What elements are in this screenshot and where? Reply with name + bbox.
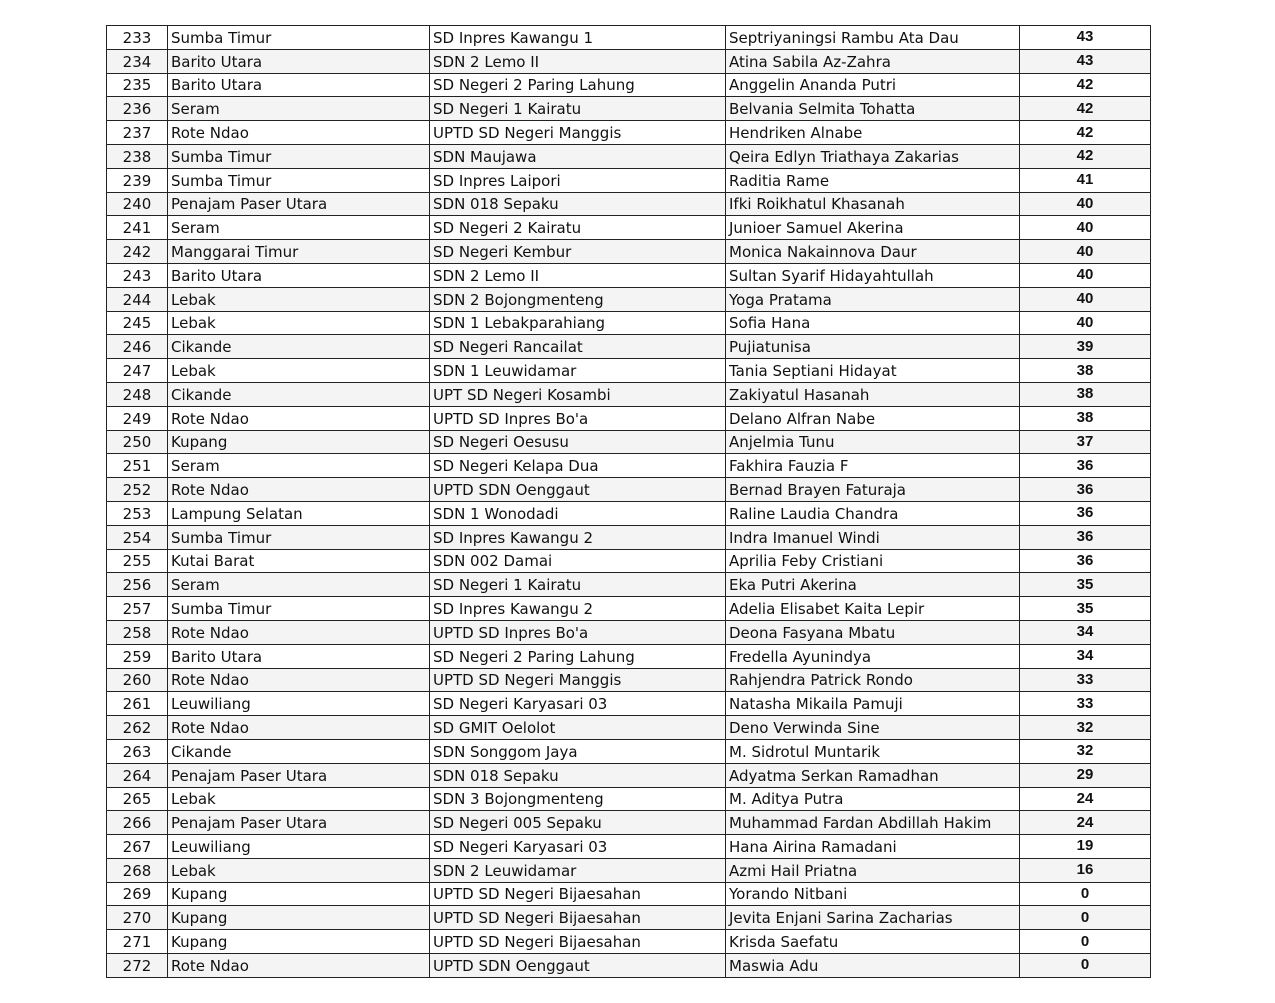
rank-number-cell: 237 — [107, 121, 168, 145]
score-cell: 42 — [1020, 97, 1151, 121]
school-cell: SDN 1 Wonodadi — [430, 501, 726, 525]
rank-number-cell: 270 — [107, 906, 168, 930]
rank-number-cell: 246 — [107, 335, 168, 359]
student-name-cell: Eka Putri Akerina — [726, 573, 1020, 597]
score-cell: 37 — [1020, 430, 1151, 454]
region-cell: Penajam Paser Utara — [168, 192, 430, 216]
student-name-cell: Azmi Hail Priatna — [726, 858, 1020, 882]
school-cell: SDN 1 Lebakparahiang — [430, 311, 726, 335]
student-name-cell: Anjelmia Tunu — [726, 430, 1020, 454]
student-name-cell: Deno Verwinda Sine — [726, 716, 1020, 740]
region-cell: Lebak — [168, 287, 430, 311]
rank-number-cell: 263 — [107, 739, 168, 763]
school-cell: UPTD SD Inpres Bo'a — [430, 406, 726, 430]
score-cell: 35 — [1020, 597, 1151, 621]
table-row — [107, 668, 1151, 692]
ranking-table — [106, 25, 1151, 978]
school-cell: SDN 3 Bojongmenteng — [430, 787, 726, 811]
rank-number-cell: 251 — [107, 454, 168, 478]
score-cell: 38 — [1020, 406, 1151, 430]
student-name-cell: Zakiyatul Hasanah — [726, 382, 1020, 406]
rank-number-cell: 262 — [107, 716, 168, 740]
school-cell: UPTD SD Negeri Bijaesahan — [430, 882, 726, 906]
school-cell: SD Inpres Kawangu 2 — [430, 525, 726, 549]
table-row — [107, 644, 1151, 668]
rank-number-cell: 257 — [107, 597, 168, 621]
school-cell: SDN 2 Leuwidamar — [430, 858, 726, 882]
score-cell: 36 — [1020, 501, 1151, 525]
table-row — [107, 240, 1151, 264]
score-cell: 24 — [1020, 811, 1151, 835]
school-cell: UPTD SDN Oenggaut — [430, 478, 726, 502]
region-cell: Sumba Timur — [168, 168, 430, 192]
rank-number-cell: 241 — [107, 216, 168, 240]
school-cell: SDN 018 Sepaku — [430, 763, 726, 787]
region-cell: Lampung Selatan — [168, 501, 430, 525]
score-cell: 34 — [1020, 620, 1151, 644]
table-row — [107, 287, 1151, 311]
region-cell: Lebak — [168, 311, 430, 335]
school-cell: SD Negeri 005 Sepaku — [430, 811, 726, 835]
region-cell: Sumba Timur — [168, 597, 430, 621]
region-cell: Leuwiliang — [168, 835, 430, 859]
rank-number-cell: 243 — [107, 263, 168, 287]
student-name-cell: M. Sidrotul Muntarik — [726, 739, 1020, 763]
school-cell: UPTD SD Negeri Manggis — [430, 668, 726, 692]
score-cell: 40 — [1020, 240, 1151, 264]
region-cell: Rote Ndao — [168, 668, 430, 692]
student-name-cell: Bernad Brayen Faturaja — [726, 478, 1020, 502]
student-name-cell: Natasha Mikaila Pamuji — [726, 692, 1020, 716]
score-cell: 33 — [1020, 692, 1151, 716]
student-name-cell: Delano Alfran Nabe — [726, 406, 1020, 430]
rank-number-cell: 239 — [107, 168, 168, 192]
score-cell: 43 — [1020, 49, 1151, 73]
table-row — [107, 739, 1151, 763]
region-cell: Rote Ndao — [168, 620, 430, 644]
rank-number-cell: 238 — [107, 144, 168, 168]
school-cell: SDN 1 Leuwidamar — [430, 359, 726, 383]
table-row — [107, 382, 1151, 406]
rank-number-cell: 249 — [107, 406, 168, 430]
table-row — [107, 882, 1151, 906]
score-cell: 32 — [1020, 739, 1151, 763]
student-name-cell: Krisda Saefatu — [726, 930, 1020, 954]
ranking-table-body — [107, 26, 1151, 978]
region-cell: Penajam Paser Utara — [168, 763, 430, 787]
score-cell: 36 — [1020, 478, 1151, 502]
school-cell: SDN 2 Bojongmenteng — [430, 287, 726, 311]
score-cell: 32 — [1020, 716, 1151, 740]
region-cell: Manggarai Timur — [168, 240, 430, 264]
table-row — [107, 144, 1151, 168]
table-row — [107, 787, 1151, 811]
school-cell: SDN Songgom Jaya — [430, 739, 726, 763]
region-cell: Rote Ndao — [168, 954, 430, 978]
school-cell: SD Inpres Kawangu 2 — [430, 597, 726, 621]
region-cell: Kupang — [168, 930, 430, 954]
table-row — [107, 311, 1151, 335]
score-cell: 40 — [1020, 216, 1151, 240]
student-name-cell: Adelia Elisabet Kaita Lepir — [726, 597, 1020, 621]
student-name-cell: Sultan Syarif Hidayahtullah — [726, 263, 1020, 287]
school-cell: SDN 2 Lemo II — [430, 263, 726, 287]
rank-number-cell: 250 — [107, 430, 168, 454]
student-name-cell: Yoga Pratama — [726, 287, 1020, 311]
score-cell: 40 — [1020, 192, 1151, 216]
region-cell: Lebak — [168, 787, 430, 811]
region-cell: Penajam Paser Utara — [168, 811, 430, 835]
region-cell: Barito Utara — [168, 49, 430, 73]
student-name-cell: Raditia Rame — [726, 168, 1020, 192]
student-name-cell: Indra Imanuel Windi — [726, 525, 1020, 549]
school-cell: UPTD SDN Oenggaut — [430, 954, 726, 978]
rank-number-cell: 233 — [107, 26, 168, 50]
school-cell: UPTD SD Negeri Bijaesahan — [430, 906, 726, 930]
school-cell: SD Negeri 1 Kairatu — [430, 573, 726, 597]
score-cell: 0 — [1020, 930, 1151, 954]
student-name-cell: Rahjendra Patrick Rondo — [726, 668, 1020, 692]
rank-number-cell: 268 — [107, 858, 168, 882]
table-row — [107, 263, 1151, 287]
student-name-cell: Tania Septiani Hidayat — [726, 359, 1020, 383]
region-cell: Lebak — [168, 359, 430, 383]
school-cell: SD Negeri Rancailat — [430, 335, 726, 359]
school-cell: UPT SD Negeri Kosambi — [430, 382, 726, 406]
rank-number-cell: 235 — [107, 73, 168, 97]
school-cell: SD Negeri Oesusu — [430, 430, 726, 454]
table-row — [107, 692, 1151, 716]
rank-number-cell: 272 — [107, 954, 168, 978]
school-cell: UPTD SD Inpres Bo'a — [430, 620, 726, 644]
school-cell: SD Negeri 1 Kairatu — [430, 97, 726, 121]
rank-number-cell: 245 — [107, 311, 168, 335]
school-cell: SD Negeri Kelapa Dua — [430, 454, 726, 478]
rank-number-cell: 248 — [107, 382, 168, 406]
table-row — [107, 620, 1151, 644]
school-cell: UPTD SD Negeri Manggis — [430, 121, 726, 145]
region-cell: Kupang — [168, 906, 430, 930]
region-cell: Kutai Barat — [168, 549, 430, 573]
table-row — [107, 954, 1151, 978]
table-row — [107, 597, 1151, 621]
region-cell: Leuwiliang — [168, 692, 430, 716]
table-row — [107, 168, 1151, 192]
school-cell: SD Negeri Karyasari 03 — [430, 835, 726, 859]
student-name-cell: Anggelin Ananda Putri — [726, 73, 1020, 97]
score-cell: 39 — [1020, 335, 1151, 359]
rank-number-cell: 266 — [107, 811, 168, 835]
school-cell: UPTD SD Negeri Bijaesahan — [430, 930, 726, 954]
student-name-cell: M. Aditya Putra — [726, 787, 1020, 811]
region-cell: Barito Utara — [168, 263, 430, 287]
student-name-cell: Pujiatunisa — [726, 335, 1020, 359]
rank-number-cell: 236 — [107, 97, 168, 121]
student-name-cell: Fakhira Fauzia F — [726, 454, 1020, 478]
table-row — [107, 478, 1151, 502]
region-cell: Rote Ndao — [168, 478, 430, 502]
table-row — [107, 121, 1151, 145]
table-row — [107, 811, 1151, 835]
score-cell: 0 — [1020, 954, 1151, 978]
table-row — [107, 763, 1151, 787]
region-cell: Seram — [168, 216, 430, 240]
score-cell: 38 — [1020, 359, 1151, 383]
table-row — [107, 26, 1151, 50]
table-row — [107, 549, 1151, 573]
rank-number-cell: 271 — [107, 930, 168, 954]
school-cell: SD Negeri 2 Kairatu — [430, 216, 726, 240]
student-name-cell: Septriyaningsi Rambu Ata Dau — [726, 26, 1020, 50]
score-cell: 0 — [1020, 882, 1151, 906]
score-cell: 38 — [1020, 382, 1151, 406]
region-cell: Sumba Timur — [168, 525, 430, 549]
student-name-cell: Hendriken Alnabe — [726, 121, 1020, 145]
student-name-cell: Monica Nakainnova Daur — [726, 240, 1020, 264]
student-name-cell: Deona Fasyana Mbatu — [726, 620, 1020, 644]
student-name-cell: Fredella Ayunindya — [726, 644, 1020, 668]
region-cell: Kupang — [168, 882, 430, 906]
rank-number-cell: 265 — [107, 787, 168, 811]
table-row — [107, 406, 1151, 430]
rank-number-cell: 264 — [107, 763, 168, 787]
rank-number-cell: 254 — [107, 525, 168, 549]
rank-number-cell: 269 — [107, 882, 168, 906]
rank-number-cell: 252 — [107, 478, 168, 502]
score-cell: 41 — [1020, 168, 1151, 192]
student-name-cell: Muhammad Fardan Abdillah Hakim — [726, 811, 1020, 835]
student-name-cell: Adyatma Serkan Ramadhan — [726, 763, 1020, 787]
score-cell: 36 — [1020, 454, 1151, 478]
region-cell: Cikande — [168, 739, 430, 763]
score-cell: 24 — [1020, 787, 1151, 811]
student-name-cell: Belvania Selmita Tohatta — [726, 97, 1020, 121]
region-cell: Rote Ndao — [168, 716, 430, 740]
score-cell: 42 — [1020, 121, 1151, 145]
table-row — [107, 525, 1151, 549]
region-cell: Rote Ndao — [168, 121, 430, 145]
rank-number-cell: 260 — [107, 668, 168, 692]
rank-number-cell: 261 — [107, 692, 168, 716]
region-cell: Seram — [168, 454, 430, 478]
table-row — [107, 216, 1151, 240]
region-cell: Cikande — [168, 382, 430, 406]
score-cell: 40 — [1020, 311, 1151, 335]
student-name-cell: Hana Airina Ramadani — [726, 835, 1020, 859]
score-cell: 33 — [1020, 668, 1151, 692]
student-name-cell: Atina Sabila Az-Zahra — [726, 49, 1020, 73]
table-row — [107, 906, 1151, 930]
score-cell: 40 — [1020, 263, 1151, 287]
score-cell: 0 — [1020, 906, 1151, 930]
region-cell: Seram — [168, 573, 430, 597]
score-cell: 35 — [1020, 573, 1151, 597]
student-name-cell: Sofia Hana — [726, 311, 1020, 335]
rank-number-cell: 259 — [107, 644, 168, 668]
school-cell: SD Negeri Karyasari 03 — [430, 692, 726, 716]
rank-number-cell: 267 — [107, 835, 168, 859]
table-row — [107, 359, 1151, 383]
rank-number-cell: 234 — [107, 49, 168, 73]
score-cell: 29 — [1020, 763, 1151, 787]
table-row — [107, 192, 1151, 216]
score-cell: 36 — [1020, 549, 1151, 573]
school-cell: SD Inpres Laipori — [430, 168, 726, 192]
rank-number-cell: 253 — [107, 501, 168, 525]
score-cell: 16 — [1020, 858, 1151, 882]
score-cell: 19 — [1020, 835, 1151, 859]
table-row — [107, 573, 1151, 597]
score-cell: 42 — [1020, 144, 1151, 168]
rank-number-cell: 255 — [107, 549, 168, 573]
table-row — [107, 835, 1151, 859]
school-cell: SDN 018 Sepaku — [430, 192, 726, 216]
table-row — [107, 97, 1151, 121]
table-row — [107, 49, 1151, 73]
score-cell: 43 — [1020, 26, 1151, 50]
school-cell: SD Inpres Kawangu 1 — [430, 26, 726, 50]
school-cell: SDN 2 Lemo II — [430, 49, 726, 73]
school-cell: SDN Maujawa — [430, 144, 726, 168]
school-cell: SD Negeri 2 Paring Lahung — [430, 644, 726, 668]
table-row — [107, 858, 1151, 882]
score-cell: 40 — [1020, 287, 1151, 311]
student-name-cell: Jevita Enjani Sarina Zacharias — [726, 906, 1020, 930]
school-cell: SDN 002 Damai — [430, 549, 726, 573]
table-row — [107, 454, 1151, 478]
student-name-cell: Qeira Edlyn Triathaya Zakarias — [726, 144, 1020, 168]
table-row — [107, 930, 1151, 954]
student-name-cell: Ifki Roikhatul Khasanah — [726, 192, 1020, 216]
region-cell: Sumba Timur — [168, 144, 430, 168]
region-cell: Barito Utara — [168, 73, 430, 97]
student-name-cell: Yorando Nitbani — [726, 882, 1020, 906]
student-name-cell: Aprilia Feby Cristiani — [726, 549, 1020, 573]
region-cell: Cikande — [168, 335, 430, 359]
student-name-cell: Maswia Adu — [726, 954, 1020, 978]
table-row — [107, 501, 1151, 525]
rank-number-cell: 244 — [107, 287, 168, 311]
rank-number-cell: 256 — [107, 573, 168, 597]
score-cell: 36 — [1020, 525, 1151, 549]
student-name-cell: Junioer Samuel Akerina — [726, 216, 1020, 240]
school-cell: SD Negeri 2 Paring Lahung — [430, 73, 726, 97]
rank-number-cell: 258 — [107, 620, 168, 644]
table-row — [107, 716, 1151, 740]
table-row — [107, 73, 1151, 97]
region-cell: Seram — [168, 97, 430, 121]
school-cell: SD GMIT Oelolot — [430, 716, 726, 740]
rank-number-cell: 247 — [107, 359, 168, 383]
region-cell: Rote Ndao — [168, 406, 430, 430]
rank-number-cell: 240 — [107, 192, 168, 216]
region-cell: Barito Utara — [168, 644, 430, 668]
score-cell: 34 — [1020, 644, 1151, 668]
region-cell: Kupang — [168, 430, 430, 454]
score-cell: 42 — [1020, 73, 1151, 97]
region-cell: Sumba Timur — [168, 26, 430, 50]
table-row — [107, 430, 1151, 454]
student-name-cell: Raline Laudia Chandra — [726, 501, 1020, 525]
school-cell: SD Negeri Kembur — [430, 240, 726, 264]
table-row — [107, 335, 1151, 359]
region-cell: Lebak — [168, 858, 430, 882]
rank-number-cell: 242 — [107, 240, 168, 264]
